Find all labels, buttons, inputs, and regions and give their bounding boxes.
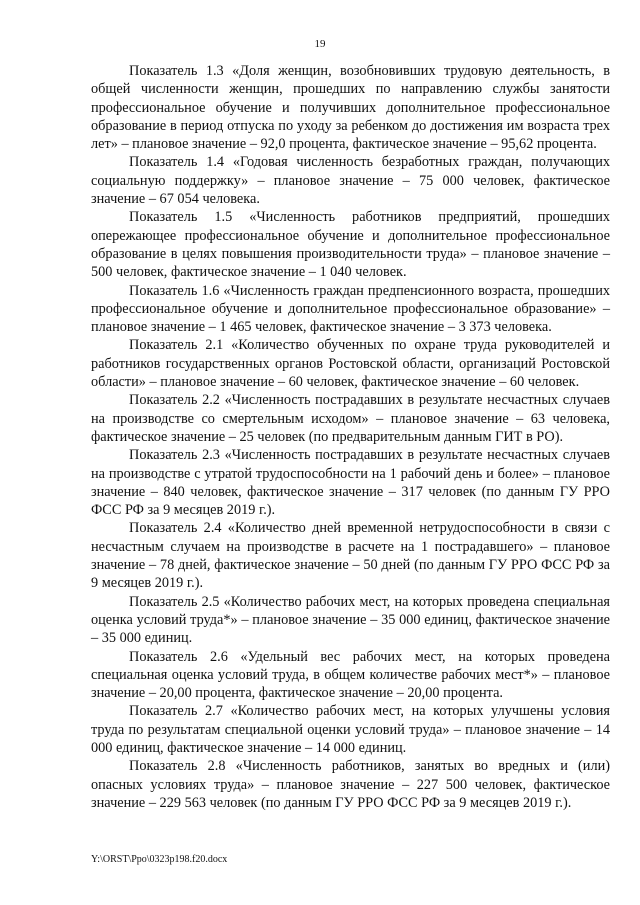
indicator-2-5-paragraph: Показатель 2.5 «Количество рабочих мест, на которых проведена специальная оценка условий труда*» – плановое значение – 35 000 единиц, фактическое значение – 35 000 единиц. (91, 593, 610, 647)
indicator-1-3-paragraph: Показатель 1.3 «Доля женщин, возобновивших трудовую деятельность, в общей численности женщин, прошедших по направлению службы занятости профессиональное обучение и получивших дополнительное профессиональное образование в период отпуска по уходу за ребенком до достижения им возраста трех лет» – плановое значение – 92,0 процента, фактическое значение – 95,62 процента. (91, 63, 610, 153)
indicator-2-2-paragraph: Показатель 2.2 «Численность пострадавших в результате несчастных случаев на производстве со смертельным исходом» – плановое значение – 63 человека, фактическое значение – 25 человек (по предварительным данным ГИТ в РО). (91, 392, 610, 445)
page-number: 19 (314, 38, 326, 50)
indicator-1-5-paragraph: Показатель 1.5 «Численность работников предприятий, прошедших опережающее профессиональное обучение и дополнительное профессиональное образование в целях повышения производительности труда» – плановое значение – 500 человек, фактическое значение – 1 040 человек. (91, 209, 610, 281)
indicator-2-6-paragraph: Показатель 2.6 «Удельный вес рабочих мест, на которых проведена специальная оценка условий труда, в общем количестве рабочих мест*» – плановое значение – 20,00 процента, фактическое значение – 20,00 процента. (91, 648, 610, 702)
document-file-path: Y:\ORST\Ppo\0323p198.f20.docx (91, 854, 228, 865)
indicator-2-7-paragraph: Показатель 2.7 «Количество рабочих мест, на которых улучшены условия труда по результатам специальной оценки условий труда» – плановое значение – 14 000 единиц, фактическое значение – 14 000 единиц. (91, 703, 610, 756)
indicator-1-4-paragraph: Показатель 1.4 «Годовая численность безработных граждан, получающих социальную поддержку» – плановое значение – 75 000 человек, фактическое значение – 67 054 человека. (91, 154, 610, 208)
indicator-2-8-paragraph: Показатель 2.8 «Численность работников, занятых во вредных и (или) опасных условиях труда» – плановое значение – 227 500 человек, фактическое значение – 229 563 человек (по данным ГУ РРО ФСС РФ за 9 месяцев 2019 г.). (91, 758, 610, 811)
indicator-2-1-paragraph: Показатель 2.1 «Количество обученных по охране труда руководителей и работников государственных органов Ростовской области, организаций Ростовской области» – плановое значение – 60 человек, фактическое значение – 60 человек. (91, 337, 610, 391)
indicator-2-4-paragraph: Показатель 2.4 «Количество дней временной нетрудоспособности в связи с несчастным случаем на производстве в расчете на 1 пострадавшего» – плановое значение – 78 дней, фактическое значение – 50 дней (по данным ГУ РРО ФСС РФ за 9 месяцев 2019 г.). (91, 520, 610, 592)
indicator-2-3-paragraph: Показатель 2.3 «Численность пострадавших в результате несчастных случаев на производстве с утратой трудоспособности на 1 рабочий день и более» – плановое значение – 840 человек, фактическое значение – 317 человек (по данным ГУ РРО ФСС РФ за 9 месяцев 2019 г.). (91, 447, 610, 519)
document-body (91, 62, 610, 812)
indicator-1-6-paragraph: Показатель 1.6 «Численность граждан предпенсионного возраста, прошедших профессиональное обучение и дополнительное профессиональное образование» – плановое значение – 1 465 человек, фактическое значение – 3 373 человека. (91, 282, 610, 336)
